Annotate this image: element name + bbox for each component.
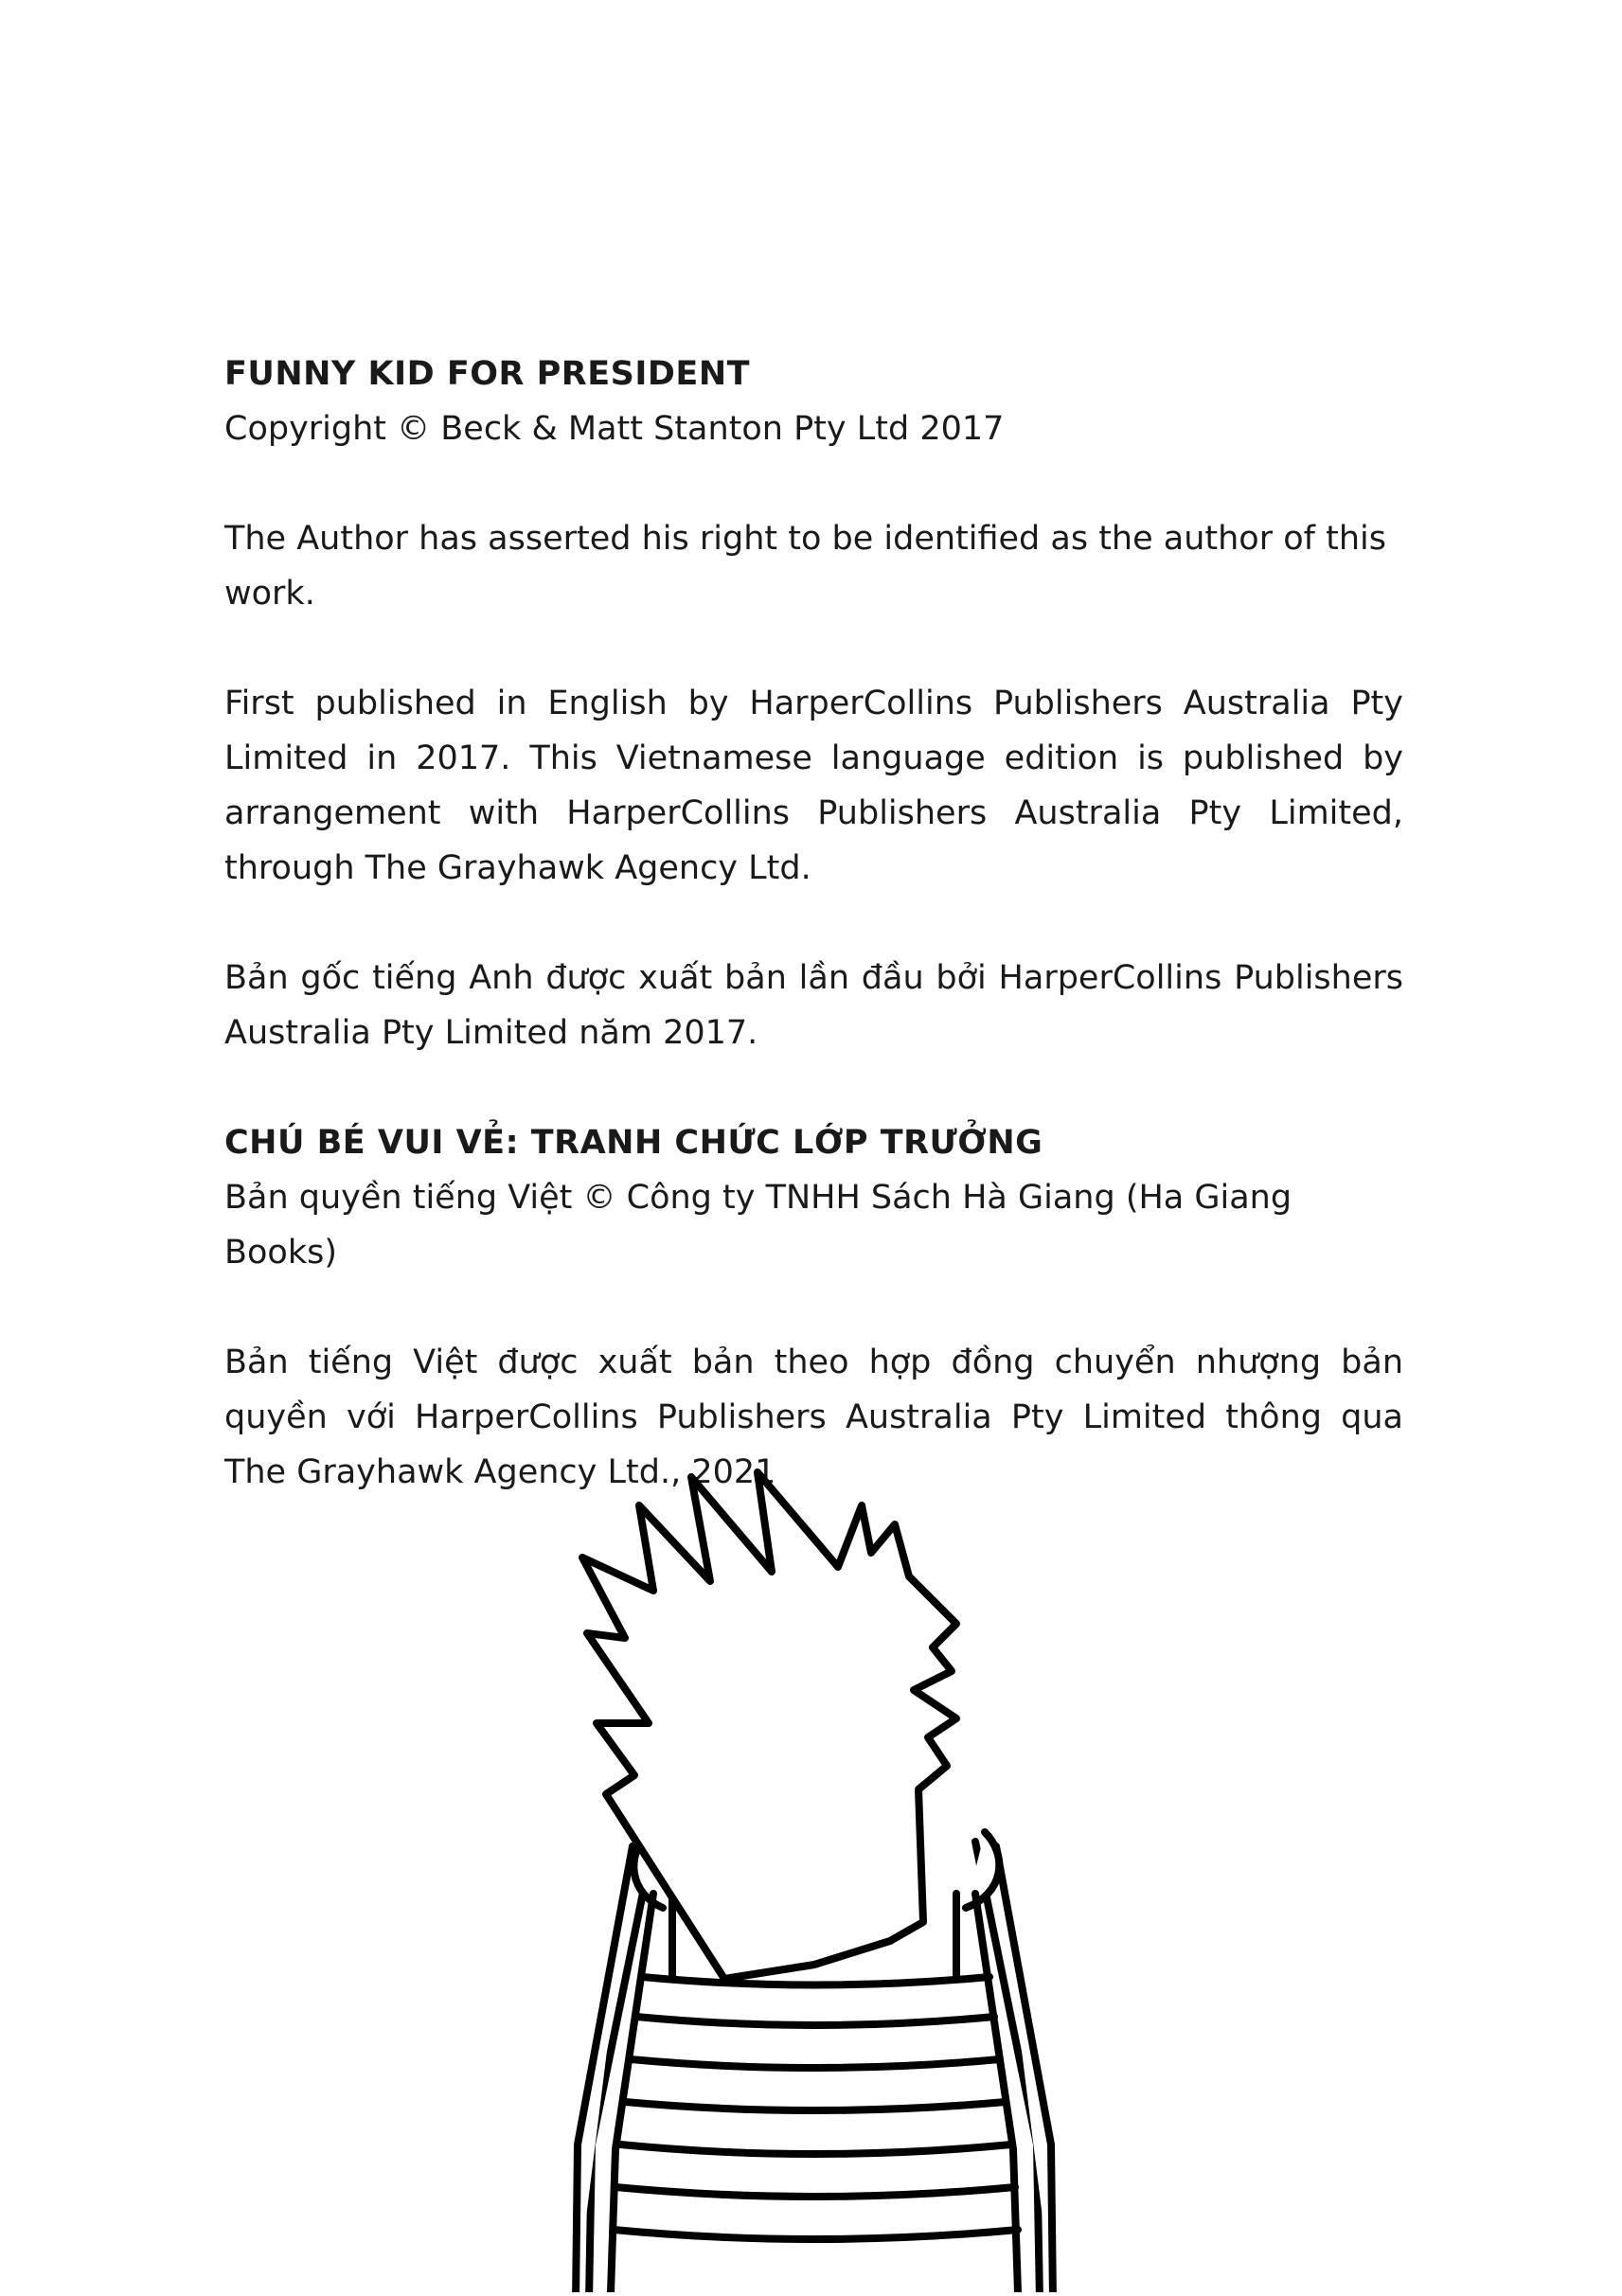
original-copyright: Copyright © Beck & Matt Stanton Pty Ltd 2017 [224, 410, 1005, 448]
original-title: FUNNY KID FOR PRESIDENT [224, 355, 750, 393]
vietnamese-title: CHÚ BÉ VUI VẺ: TRANH CHỨC LỚP TRƯỞNG [224, 1124, 1043, 1162]
publication-statement: First published in English by HarperCollins Publishers Australia Pty Limited in 2017. This Vietnamese language edition is published by arrangement with HarperCollins Publishers Australia Pty Limited, through The Grayhawk Agency Ltd. [224, 685, 1403, 887]
author-assertion: The Author has asserted his right to be identified as the author of this work. [224, 520, 1386, 613]
publication-statement-vi: Bản gốc tiếng Anh được xuất bản lần đầu bởi HarperCollins Publishers Australia Pty Limited năm 2017. [224, 959, 1403, 1052]
vietnamese-copyright: Bản quyền tiếng Việt © Công ty TNHH Sách Hà Giang (Ha Giang Books) [224, 1179, 1292, 1272]
vietnamese-publication-statement: Bản tiếng Việt được xuất bản theo hợp đồng chuyển nhượng bản quyền với HarperCollins Publishers Australia Pty Limited thông qua The Grayhawk Agency Ltd., 2021 [224, 1344, 1403, 1491]
spiky-haired-kid-back-view-icon [530, 1449, 1061, 2292]
copyright-text-block [224, 347, 1403, 1500]
